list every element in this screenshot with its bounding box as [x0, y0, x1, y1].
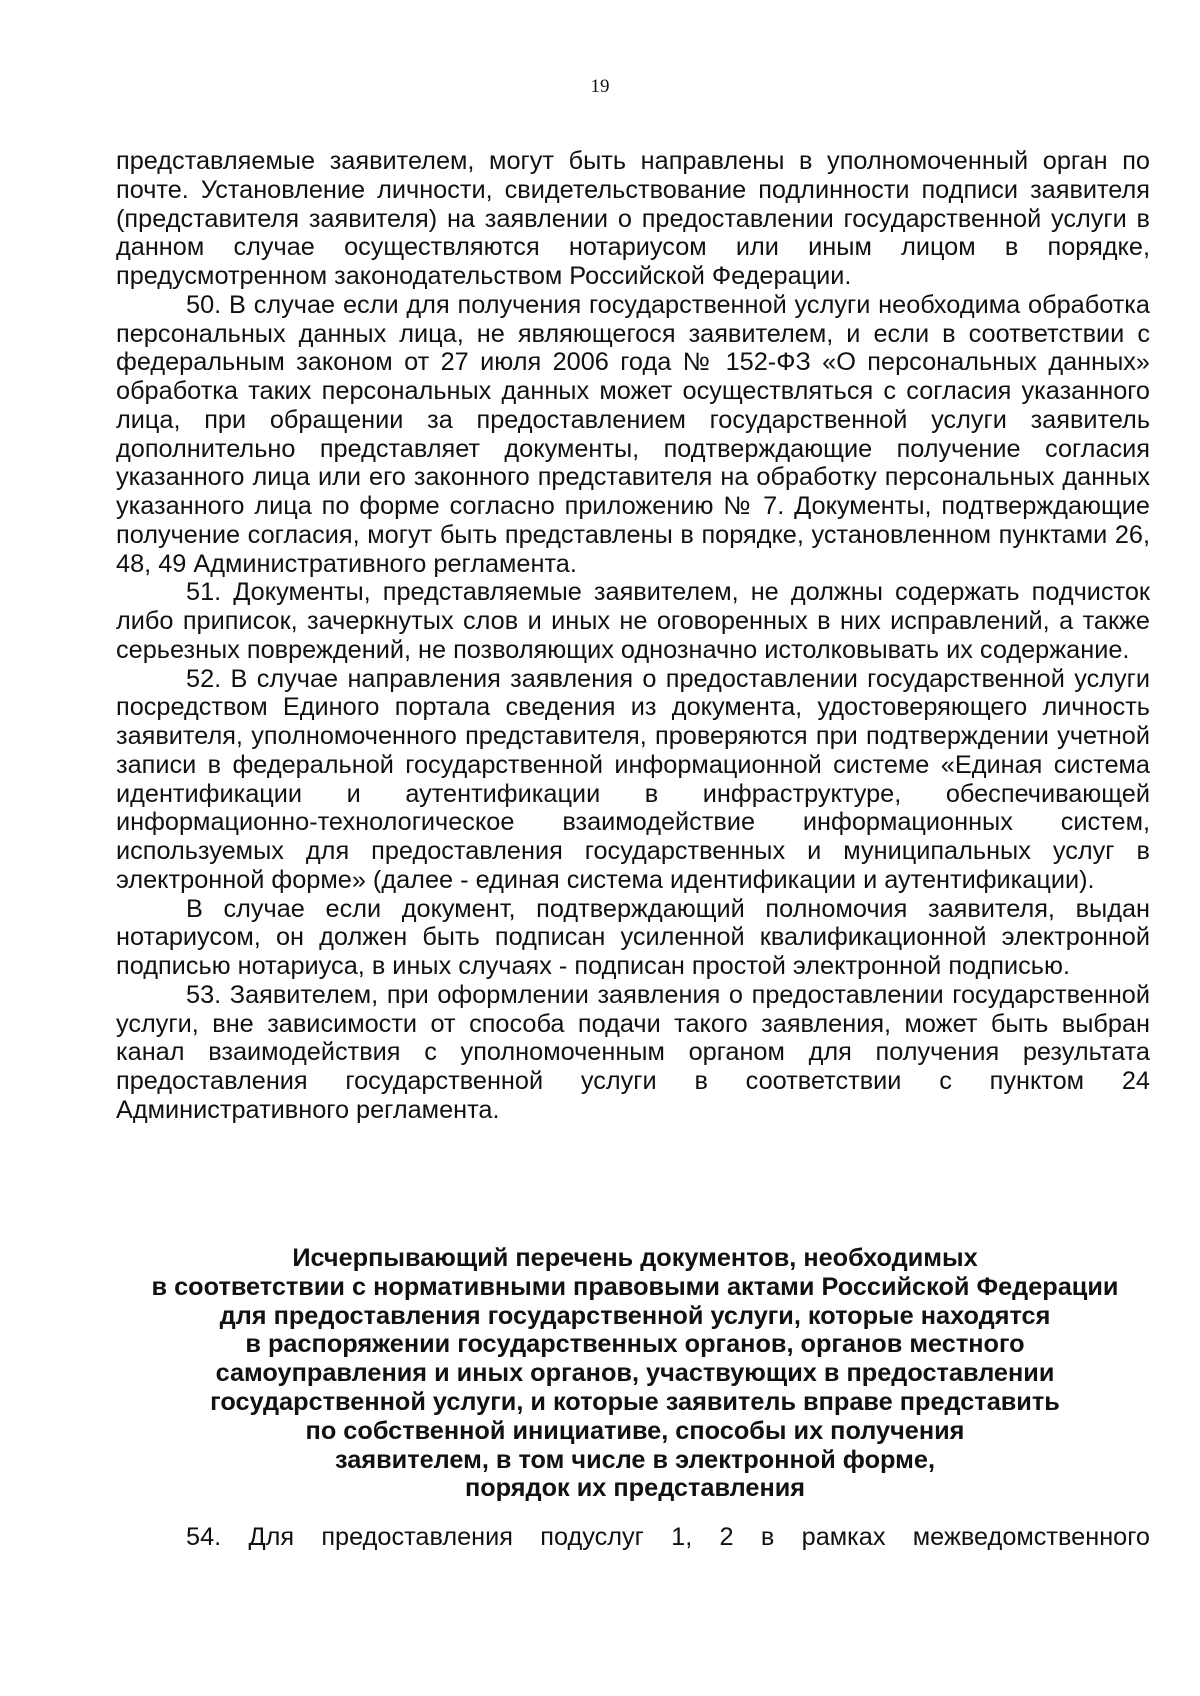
- heading-line: по собственной инициативе, способы их получения: [305, 1416, 965, 1445]
- paragraph-52-notary: В случае если документ, подтверждающий полномочия заявителя, выдан нотариусом, он должен быть подписан усиленной квалификационной электронной подписью нотариуса, в иных случаях - подписан простой электронной подписью.: [116, 894, 1150, 980]
- heading-line: в соответствии с нормативными правовыми актами Российской Федерации: [151, 1272, 1119, 1301]
- paragraph-54: 54. Для предоставления подуслуг 1, 2 в рамках межведомственного: [186, 1523, 1150, 1551]
- paragraph-52: 52. В случае направления заявления о предоставлении государственной услуги посредством Единого портала сведения из документа, удостоверяющего личность заявителя, уполномоченного представителя, проверяются при подтверждении учетной записи в федеральной государственной информационной системе «Единая система идентификации и аутентификации в инфраструктуре, обеспечивающей информационно-технологическое взаимодействие информационных систем, используемых для предоставления государственных и муниципальных услуг в электронной форме» (далее - единая система идентификации и аутентификации).: [116, 664, 1150, 894]
- paragraph-49-continuation: представляемые заявителем, могут быть направлены в уполномоченный орган по почте. Установление личности, свидетельствование подлинности подписи заявителя (представителя заявителя) на заявлении о предоставлении государственной услуги в данном случае осуществляются нотариусом или иным лицом в порядке, предусмотренном законодательством Российской Федерации.: [116, 147, 1150, 290]
- page-number: 19: [590, 76, 610, 97]
- heading-line: в распоряжении государственных органов, органов местного: [245, 1330, 1025, 1359]
- heading-line: Исчерпывающий перечень документов, необходимых: [292, 1244, 978, 1272]
- heading-line: для предоставления государственной услуги, которые находятся: [219, 1301, 1051, 1330]
- paragraph-53: 53. Заявителем, при оформлении заявления о предоставлении государственной услуги, вне зависимости от способа подачи такого заявления, может быть выбран канал взаимодействия с уполномоченным органом для получения результата предоставления государственной услуги в соответствии с пунктом 24 Административного регламента.: [116, 980, 1150, 1124]
- paragraph-51: 51. Документы, представляемые заявителем, не должны содержать подчисток либо приписок, зачеркнутых слов и иных не оговоренных в них исправлений, а также серьезных повреждений, не позволяющих однозначно истолковывать их содержание.: [116, 578, 1150, 664]
- heading-line: самоуправления и иных органов, участвующих в предоставлении: [215, 1359, 1055, 1388]
- heading-line: государственной услуги, и которые заявитель вправе представить: [210, 1387, 1060, 1416]
- section-heading: [90, 1244, 1180, 1503]
- heading-line: заявителем, в том числе в электронной форме,: [335, 1445, 935, 1474]
- document-body: [116, 147, 1150, 1125]
- heading-line: порядок их представления: [464, 1474, 806, 1503]
- paragraph-50: 50. В случае если для получения государственной услуги необходима обработка персональных данных лица, не являющегося заявителем, и если в соответствии с федеральным законом от 27 июля 2006 года № 152-ФЗ «О персональных данных» обработка таких персональных данных может осуществляться с согласия указанного лица, при обращении за предоставлением государственной услуги заявитель дополнительно представляет документы, подтверждающие получение согласия указанного лица или его законного представителя на обработку персональных данных указанного лица по форме согласно приложению № 7. Документы, подтверждающие получение согласия, могут быть представлены в порядке, установленном пунктами 26, 48, 49 Административного регламента.: [116, 290, 1150, 578]
